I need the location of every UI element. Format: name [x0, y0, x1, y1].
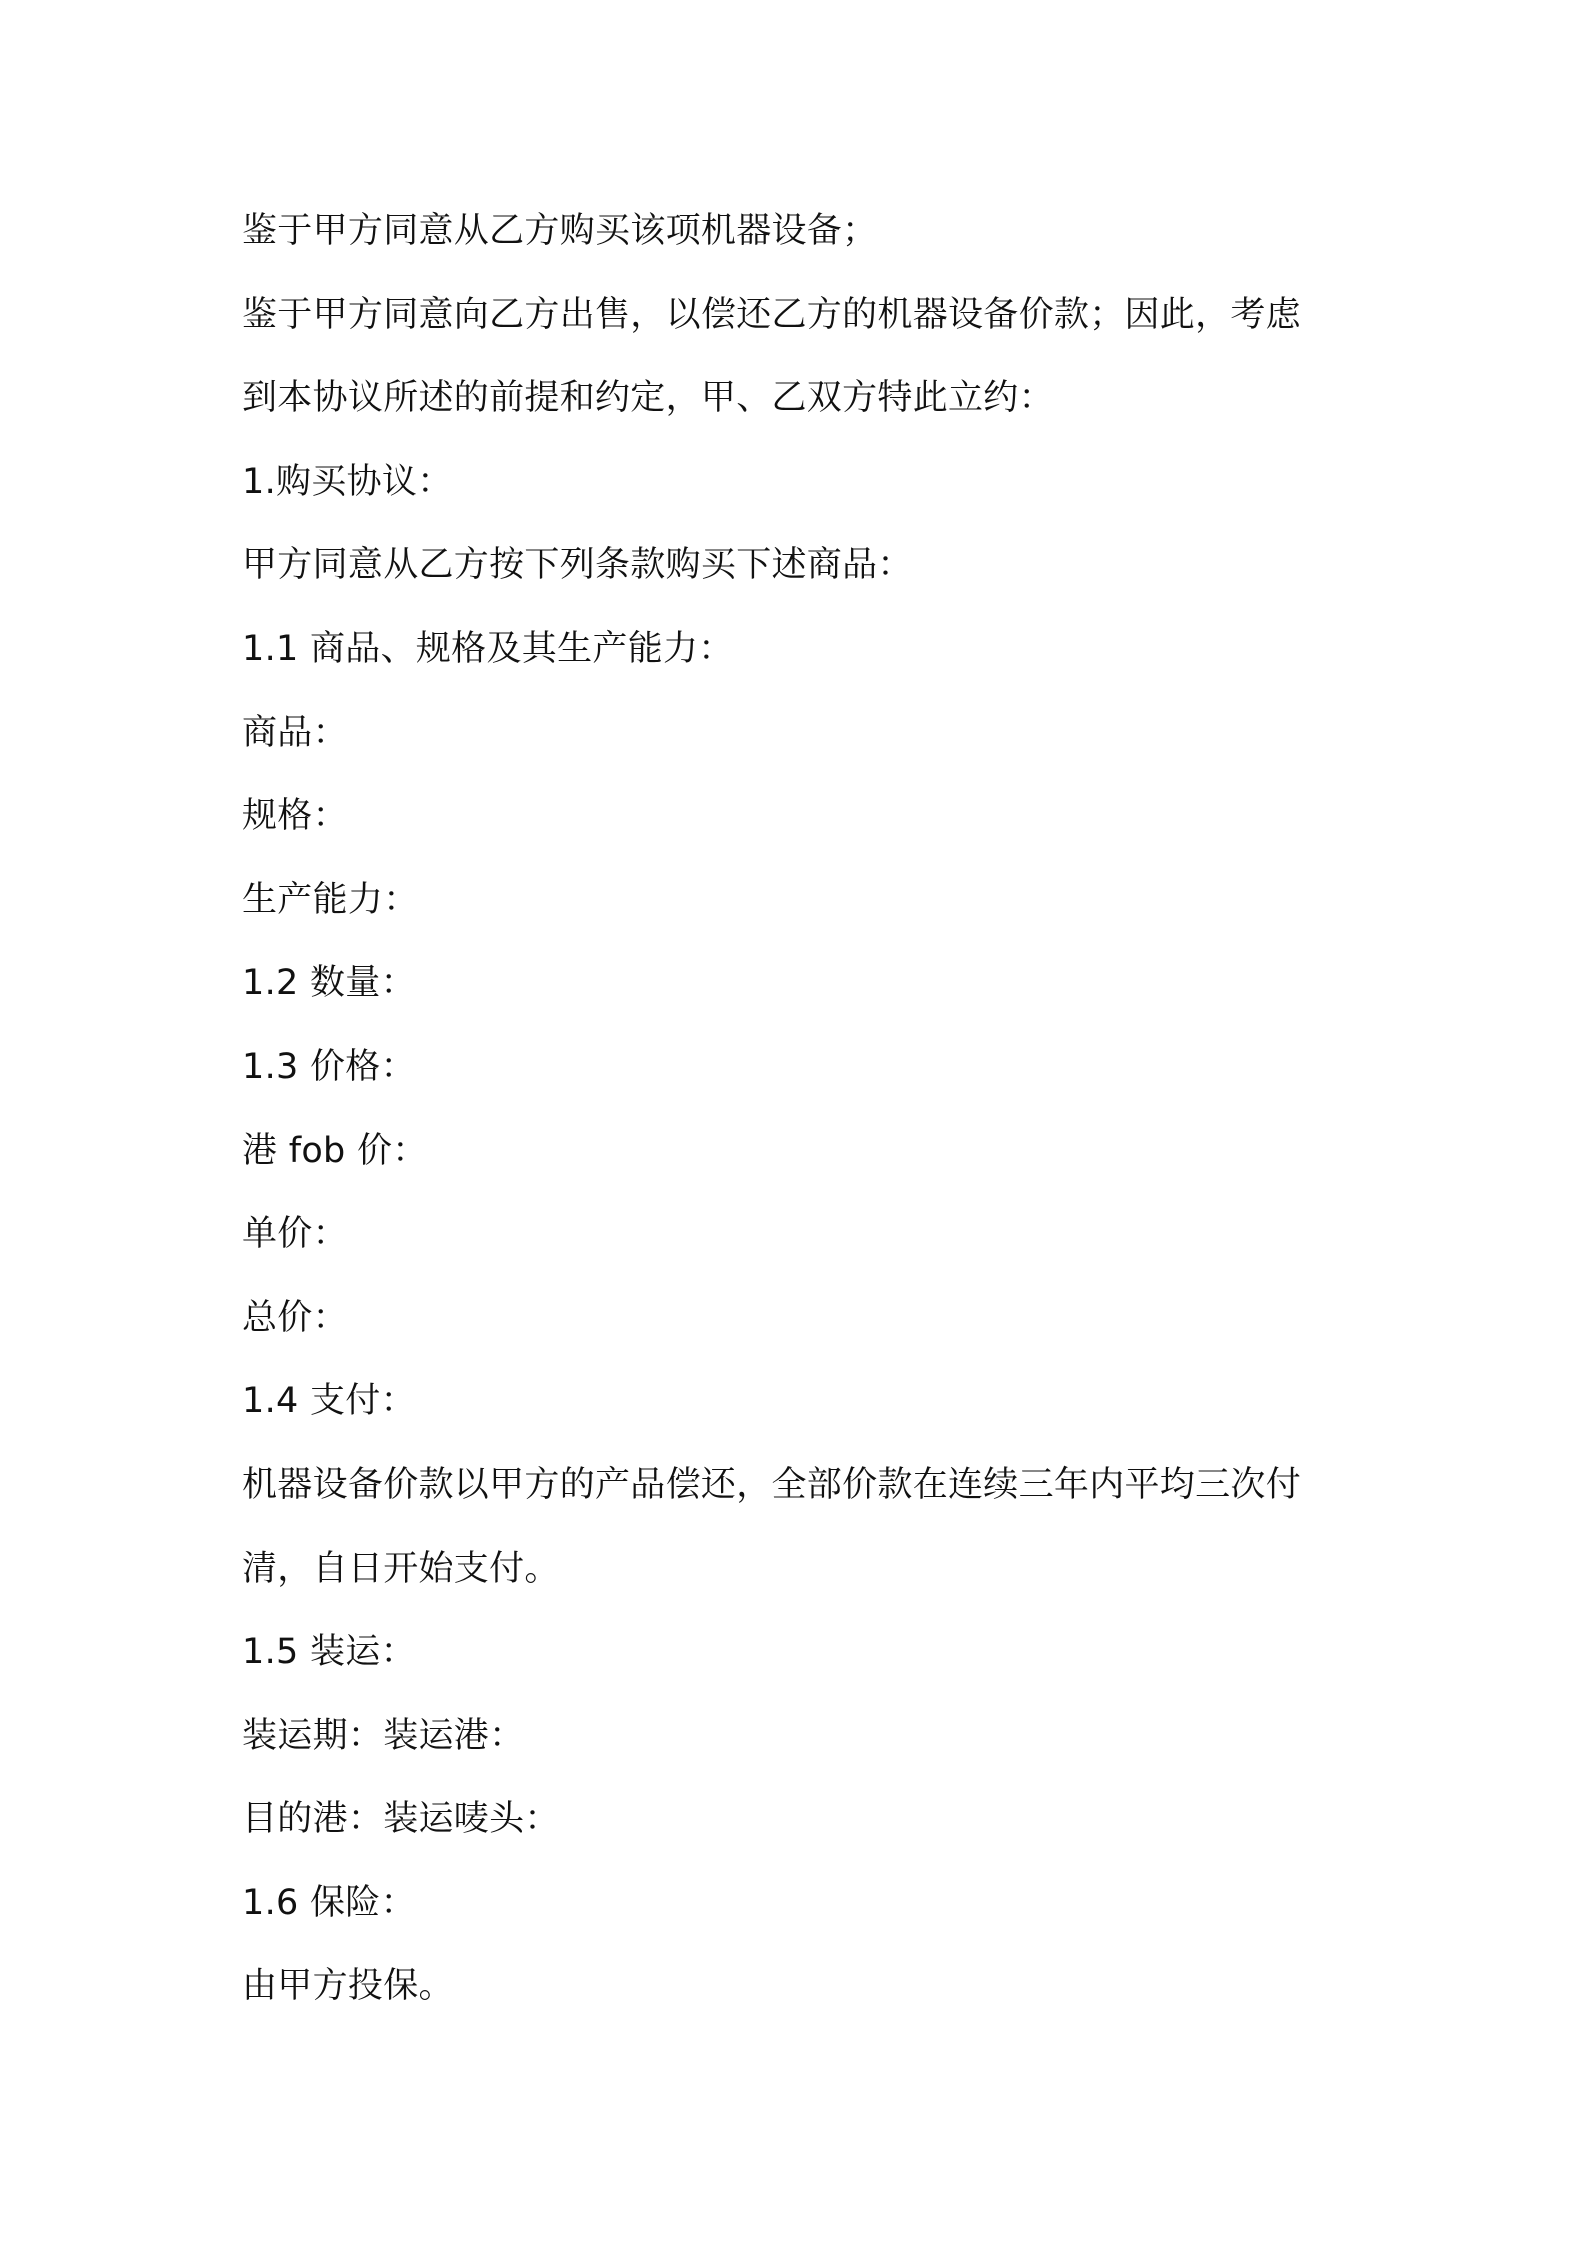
insurance-terms: 由甲方投保。	[242, 1966, 454, 2007]
clause-1-4-payment: 1.4 支付：	[242, 1381, 416, 1422]
purchase-terms-intro: 甲方同意从乙方按下列条款购买下述商品：	[242, 545, 913, 586]
payment-terms-line-2: 清，自日开始支付。	[242, 1548, 560, 1589]
clause-1-1-heading: 1.1 商品、规格及其生产能力：	[242, 628, 734, 669]
field-commodity: 商品：	[242, 712, 348, 753]
field-capacity: 生产能力：	[242, 879, 419, 920]
clause-1-2-quantity: 1.2 数量：	[242, 963, 416, 1004]
field-destination-marks: 目的港：装运唛头：	[242, 1799, 560, 1840]
clause-1-6-insurance: 1.6 保险：	[242, 1882, 416, 1923]
payment-terms-line-1: 机器设备价款以甲方的产品偿还，全部价款在连续三年内平均三次付	[242, 1464, 1302, 1505]
field-shipment-period-port: 装运期：装运港：	[242, 1715, 525, 1756]
preamble-line-agreement: 到本协议所述的前提和约定，甲、乙双方特此立约：	[242, 378, 1054, 419]
preamble-line-sale: 鉴于甲方同意向乙方出售，以偿还乙方的机器设备价款；因此，考虑	[242, 294, 1302, 335]
section-heading-purchase-agreement: 1.购买协议：	[242, 461, 453, 502]
preamble-line-purchase: 鉴于甲方同意从乙方购买该项机器设备；	[242, 211, 878, 251]
clause-1-3-price: 1.3 价格：	[242, 1046, 416, 1087]
clause-1-5-shipment: 1.5 装运：	[242, 1632, 416, 1673]
field-total-price: 总价：	[242, 1297, 348, 1338]
field-specification: 规格：	[242, 796, 348, 837]
field-fob-price: 港 fob 价：	[242, 1130, 428, 1171]
document-body	[242, 190, 1362, 2029]
field-unit-price: 单价：	[242, 1214, 348, 1255]
